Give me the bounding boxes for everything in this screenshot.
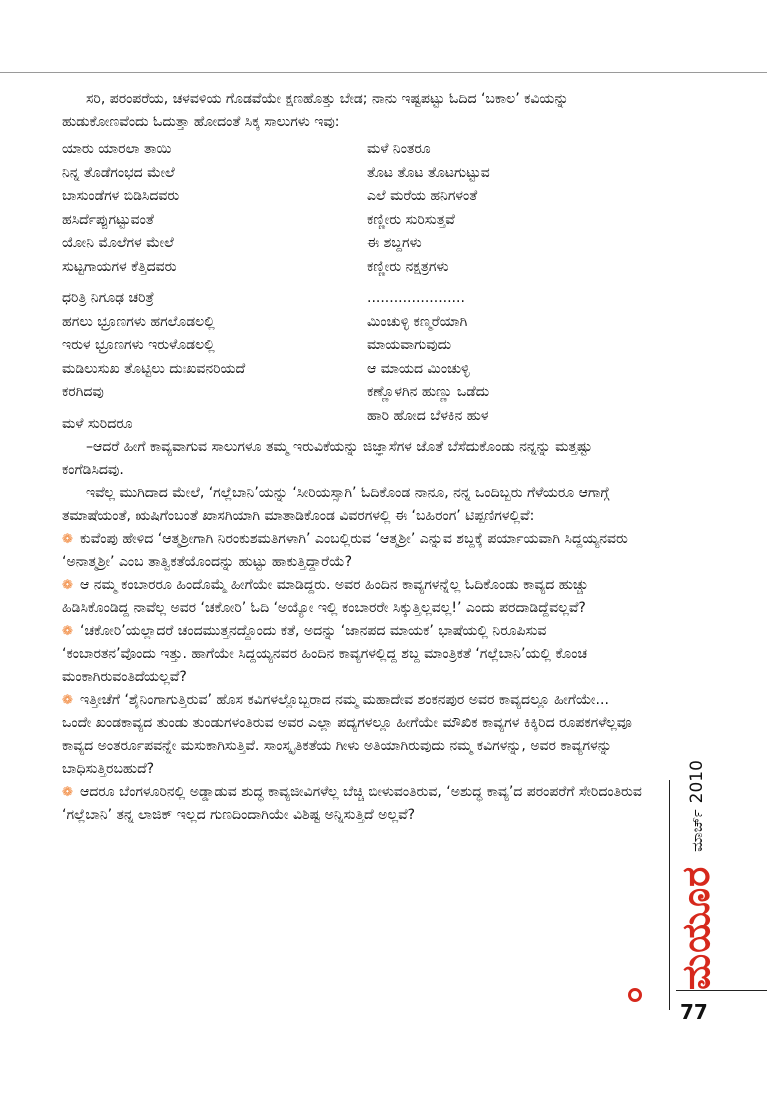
poem-right-column xyxy=(367,138,642,436)
bullet-item xyxy=(62,781,642,827)
poem-block xyxy=(62,138,642,436)
bullet-text: ಕುವೆಂಪು ಹೇಳಿದ ‘ಆತ್ಮಶ್ರೀಗಾಗಿ ನಿರಂಕುಶಮತಿಗಳಾಗಿ’ ಎಂಬಲ್ಲಿರುವ ‘ಆತ್ಮಶ್ರೀ’ ಎನ್ನುವ ಶಬ್ದಕ್ಕೆ ಪರ್ಯಾಯವಾಗಿ ಸಿದ್ದಯ್ಯನವರು ‘ಅನಾತ್ಮಶ್ರೀ’ ಎಂಬ ತಾತ್ವಿಕತೆಯೊಂದನ್ನು ಹುಟ್ಟು ಹಾಕುತ್ತಿದ್ದಾರೆಯೆ? xyxy=(62,531,628,570)
poem-line: ಇರುಳ ಭ್ರೂಣಗಳು ಇರುಳೊಡಲಲ್ಲಿ xyxy=(62,337,215,353)
flower-icon: ❁ xyxy=(62,693,73,708)
flower-icon: ❁ xyxy=(62,785,73,800)
bullet-text: ಆದರೂ ಬೆಂಗಳೂರಿನಲ್ಲಿ ಅಡ್ಡಾಡುವ ಶುದ್ಧ ಕಾವ್ಯಜೀವಿಗಳೆಲ್ಲ ಬೆಚ್ಚಿ ಬೀಳುವಂತಿರುವ, ‘ಅಶುದ್ಧ ಕಾವ್ಯ’ದ ಪರಂಪರೆಗೆ ಸೇರಿದಂತಿರುವ ‘ಗಲ್ಲೆಬಾನಿ’ ತನ್ನ ಲಾಜಿಕ್ ಇಲ್ಲದ ಗುಣದಿಂದಾಗಿಯೇ ವಿಶಿಷ್ಟ ಅನ್ನಿಸುತ್ತಿದೆ ಅಲ್ಲವೆ? xyxy=(62,784,642,823)
page-end-circle-icon xyxy=(628,988,642,1002)
discussion-paragraph: ಇವೆಲ್ಲ ಮುಗಿದಾದ ಮೇಲೆ, ‘ಗಲ್ಲೆಬಾನಿ’ಯನ್ನು ‘ಸೀರಿಯಸ್ಸಾಗಿ’ ಓದಿಕೊಂಡ ನಾನೂ, ನನ್ನ ಒಂದಿಬ್ಬರು ಗೆಳೆಯರೂ ಆಗಾಗ್ಗೆ ತಮಾಷೆಯಂತೆ, ಋಷಿಗೆಂಬಂತೆ ಖಾಸಗಿಯಾಗಿ ಮಾತಾಡಿಕೊಂಡ ವಿವರಗಳಲ್ಲಿ ಈ ‘ಬಹಿರಂಗ’ ಟಿಪ್ಪಣಿಗಳಲ್ಲಿವೆ: xyxy=(62,485,610,524)
page-number-rule xyxy=(676,990,767,991)
poem-line: ಹಾರಿ ಹೋದ ಬೆಳಕಿನ ಹುಳ xyxy=(367,407,489,424)
article-body xyxy=(62,88,642,827)
poem-line: ಈ ಶಬ್ದಗಳು xyxy=(367,235,422,251)
poem-ellipsis: ...................... xyxy=(367,290,465,306)
poem-line: ಕರಗಿದವು xyxy=(62,384,104,400)
poem-line: ತೊಟ ತೊಟ ತೊಟಗುಟ್ಟುವ xyxy=(367,164,490,181)
bullet-text: ಇತ್ತೀಚೆಗೆ ‘ಶೈನಿಂಗಾಗುತ್ತಿರುವ’ ಹೊಸ ಕವಿಗಳಲ್ಲೊಬ್ಬರಾದ ನಮ್ಮ ಮಹಾದೇವ ಶಂಕನಪುರ ಅವರ ಕಾವ್ಯದಲ್ಲೂ ಹೀಗೆಯೇ... ಒಂದೇ ಖಂಡಕಾವ್ಯದ ತುಂಡು ತುಂಡುಗಳಂತಿರುವ ಅವರ ಎಲ್ಲಾ ಪದ್ಯಗಳಲ್ಲೂ ಹೀಗೆಯೇ ಮೌಖಿಕ ಕಾವ್ಯಗಳ ಕಿಕ್ಕಿರಿದ ರೂಪಕಗಳೆಲ್ಲವೂ ಕಾವ್ಯದ ಅಂತರ್ರೂಪವನ್ನೇ ಮಸುಕಾಗಿಸುತ್ತಿವೆ. ಸಾಂಸ್ಕೃತಿಕತೆಯ ಗೀಳು ಅತಿಯಾಗಿರುವುದು ನಮ್ಮ ಕವಿಗಳನ್ನು, ಅವರ ಕಾವ್ಯಗಳನ್ನು ಬಾಧಿಸುತ್ತಿರಬಹುದೆ? xyxy=(62,692,632,777)
poem-line: ಮಾಯವಾಗುವುದು xyxy=(367,337,452,353)
sidebar-divider xyxy=(669,780,670,1010)
page-number: 77 xyxy=(680,1000,708,1024)
poem-line: ಕಣ್ಣೊಳಗಿನ ಹುಣ್ಣು ಒಡೆದು xyxy=(367,384,490,400)
bullet-text: ಆ ನಮ್ಮ ಕಂಬಾರರೂ ಹಿಂದೊಮ್ಮೆ ಹೀಗೆಯೇ ಮಾಡಿದ್ದರು. ಅವರ ಹಿಂದಿನ ಕಾವ್ಯಗಳನ್ನೆಲ್ಲ ಓದಿಕೊಂಡು ಕಾವ್ಯದ ಹುಚ್ಚು ಹಿಡಿಸಿಕೊಂಡಿದ್ದ ನಾವೆಲ್ಲ ಅವರ ‘ಚಕೋರಿ’ ಓದಿ ‘ಅಯ್ಯೋ ಇಲ್ಲಿ ಕಂಬಾರರೇ ಸಿಕ್ಕುತ್ತಿಲ್ಲವಲ್ಲ!’ ಎಂದು ಪರದಾಡಿದ್ದೆವಲ್ಲವೆ? xyxy=(62,577,589,616)
flower-icon: ❁ xyxy=(62,532,73,547)
flower-icon: ❁ xyxy=(62,624,73,639)
after-poem-paragraph: –ಆದರೆ ಹೀಗೆ ಕಾವ್ಯವಾಗುವ ಸಾಲುಗಳೂ ತಮ್ಮ ಇರುವಿಕೆಯನ್ನು ಜಿಜ್ಞಾಸೆಗಳ ಜೊತೆ ಬೆಸೆದುಕೊಂಡು ನನ್ನನ್ನು ಮತ್ತಷ್ಟು ಕಂಗೆಡಿಸಿದವು. xyxy=(62,439,593,478)
issue-year: 2010 xyxy=(686,760,707,804)
poem-left-column xyxy=(62,138,367,436)
issue-date xyxy=(687,760,707,852)
issue-month: ಮಾರ್ಚ್ xyxy=(687,809,706,852)
bullet-text: ‘ಚಕೋರಿ’ಯಲ್ಲಾದರೆ ಚಂದಮುತ್ತನದ್ದೊಂದು ಕತೆ, ಅದನ್ನು ‘ಜಾನಪದ ಮಾಯಕ’ ಭಾಷೆಯಲ್ಲಿ ನಿರೂಪಿಸುವ ‘ಕಂಬಾರತನ’ವೊಂದು ಇತ್ತು. ಹಾಗೆಯೇ ಸಿದ್ದಯ್ಯನವರ ಹಿಂದಿನ ಕಾವ್ಯಗಳಲ್ಲಿದ್ದ ಶಬ್ದ ಮಾಂತ್ರಿಕತೆ ‘ಗಲ್ಲೆಬಾನಿ’ಯಲ್ಲಿ ಕೊಂಚ ಮಂಕಾಗಿರುವಂತಿದೆಯಲ್ಲವೆ? xyxy=(62,623,588,685)
poem-line: ಯಾರು ಯಾರಲಾ ತಾಯಿ xyxy=(62,141,172,157)
poem-line: ಮಿಂಚುಳ್ಳಿ ಕಣ್ಮರೆಯಾಗಿ xyxy=(367,313,468,330)
intro-paragraph: ಸರಿ, ಪರಂಪರೆಯ, ಚಳವಳಿಯ ಗೊಡವೆಯೇ ಕ್ಷಣಹೊತ್ತು ಬೇಡ; ನಾನು ಇಷ್ಟಪಟ್ಟು ಓದಿದ ‘ಬಕಾಲ’ ಕವಿಯನ್ನು ಹುಡುಕೋಣವೆಂದು ಓದುತ್ತಾ ಹೋದಂತೆ ಸಿಕ್ಕ ಸಾಲುಗಳು ಇವು: xyxy=(62,91,569,130)
poem-line: ಕಣ್ಣೀರು ಸುರಿಸುತ್ತವೆ xyxy=(367,211,455,228)
poem-line: ಮಳೆ ನಿಂತರೂ xyxy=(367,141,431,157)
poem-line: ಹಗಲು ಭ್ರೂಣಗಳು ಹಗಲೊಡಲಲ್ಲಿ xyxy=(62,313,215,330)
top-divider xyxy=(0,72,767,73)
poem-line: ಯೋನಿ ಮೊಲೆಗಳ ಮೇಲೆ xyxy=(62,235,174,251)
poem-line: ಬಾಸುಂಡೆಗಳ ಬಿಡಿಸಿದವರು xyxy=(62,188,180,204)
bullet-item xyxy=(62,620,642,689)
poem-line: ಕಣ್ಣೀರು ನಕ್ಷತ್ರಗಳು xyxy=(367,258,449,275)
bullet-item xyxy=(62,528,642,574)
bullet-item xyxy=(62,574,642,620)
poem-line: ಎಲೆ ಮರೆಯ ಹನಿಗಳಂತೆ xyxy=(367,188,478,204)
poem-line: ಹಸಿರ್ದೆಪ್ಪುಗಟ್ಟುವಂತೆ xyxy=(62,211,154,228)
magazine-name: ಮಯೂರ xyxy=(674,865,718,990)
poem-line: ಮಡಿಲುಸುಖ ತೊಟ್ಟಿಲು ದುಃಖವನರಿಯದೆ xyxy=(62,360,246,377)
flower-icon: ❁ xyxy=(62,578,73,593)
poem-line: ನಿನ್ನ ತೊಡೆಗಂಭದ ಮೇಲೆ xyxy=(62,164,175,181)
poem-line: ಸುಟ್ಟಗಾಯಗಳ ಕೆತ್ತಿದವರು xyxy=(62,258,177,275)
poem-line: ಧರಿತ್ರಿ ನಿಗೂಢ ಚರಿತ್ರೆ xyxy=(62,290,155,306)
poem-line: ಮಳೆ ಸುರಿದರೂ xyxy=(62,415,133,432)
bullet-item xyxy=(62,689,642,781)
poem-line: ಆ ಮಾಯದ ಮಿಂಚುಳ್ಳಿ xyxy=(367,360,470,377)
magazine-masthead xyxy=(674,760,719,990)
